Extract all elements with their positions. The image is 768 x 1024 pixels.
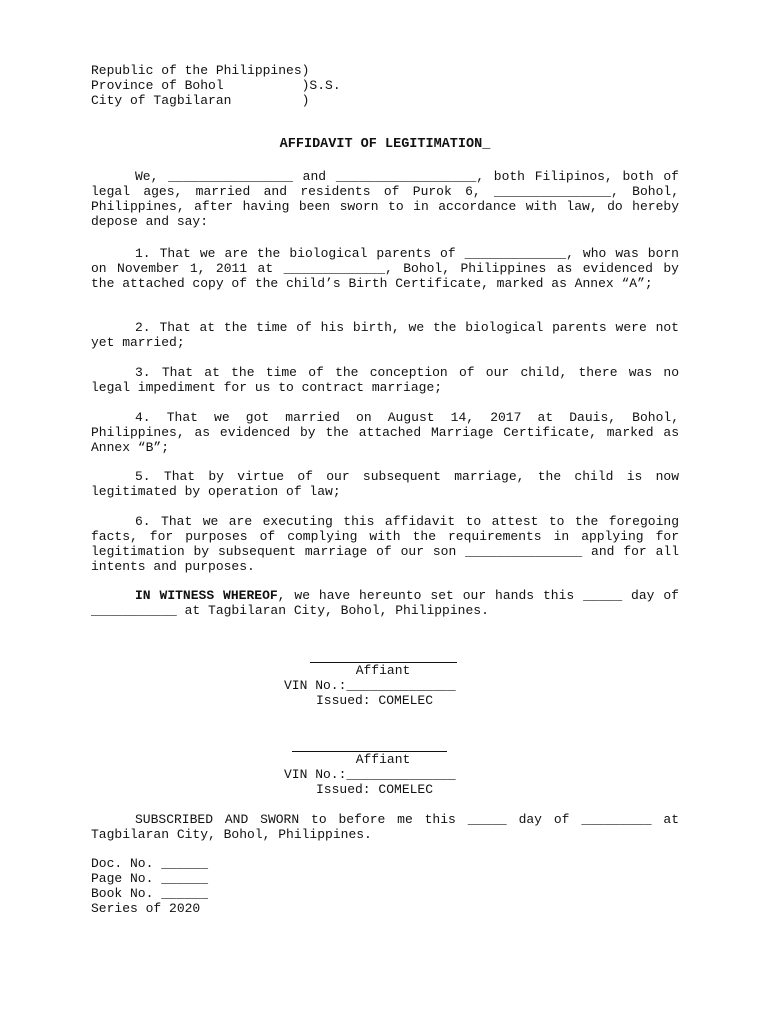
affiant-1-vin: VIN No.:______________ [284,678,456,693]
paragraph-6: 6. That we are executing this affidavit to attest to the foregoing facts, for purposes of complying with the requirements in applying for legitimation by subsequent marriage of our son _______________ and for all intents and purposes. [91,514,679,574]
paragraph-5: 5. That by virtue of our subsequent marriage, the child is now legitimated by operation of law; [91,469,679,499]
witness-clause [91,588,679,618]
paragraph-3: 3. That at the time of the conception of our child, there was no legal impediment for us to contract marriage; [91,365,679,395]
notarial-series: Series of 2020 [91,901,201,916]
witness-text: , we have hereunto set our hands this _____ day of ___________ at Tagbilaran City, Bohol, Philippines. [91,588,679,618]
subscribed-sworn: SUBSCRIBED AND SWORN to before me this _____ day of _________ at Tagbilaran City, Bohol, Philippines. [91,812,679,842]
notarial-page-no: Page No. ______ [91,871,209,886]
header-province: Province of Bohol )S.S. [91,78,341,93]
notarial-book-no: Book No. ______ [91,886,209,901]
paragraph-1: 1. That we are the biological parents of _____________, who was born on November 1, 2011 at _____________, Bohol, Philippines as evidenced by the attached copy of the child’s Birth Certificate, marked as Annex “A”; [91,246,679,291]
document-title: AFFIDAVIT OF LEGITIMATION_ [279,137,491,152]
affiant-1-issued: Issued: COMELEC [316,693,434,708]
paragraph-4: 4. That we got married on August 14, 2017 at Dauis, Bohol, Philippines, as evidenced by the attached Marriage Certificate, marked as Annex “B”; [91,410,679,455]
paragraph-2: 2. That at the time of his birth, we the biological parents were not yet married; [91,320,679,350]
affiant-1-label: Affiant [355,663,411,678]
notarial-doc-no: Doc. No. ______ [91,856,209,871]
witness-heading: IN WITNESS WHEREOF [135,588,278,603]
intro-paragraph: We, ________________ and __________________, both Filipinos, both of legal ages, married and residents of Purok 6, _______________, Bohol, Philippines, after having been sworn to in accordance with law, do hereby depose and say: [91,169,679,229]
header-republic: Republic of the Philippines) [91,63,310,78]
affiant-2-issued: Issued: COMELEC [316,782,434,797]
header-city: City of Tagbilaran ) [91,93,310,108]
affiant-2-label: Affiant [355,752,411,767]
affiant-2-vin: VIN No.:______________ [284,767,456,782]
